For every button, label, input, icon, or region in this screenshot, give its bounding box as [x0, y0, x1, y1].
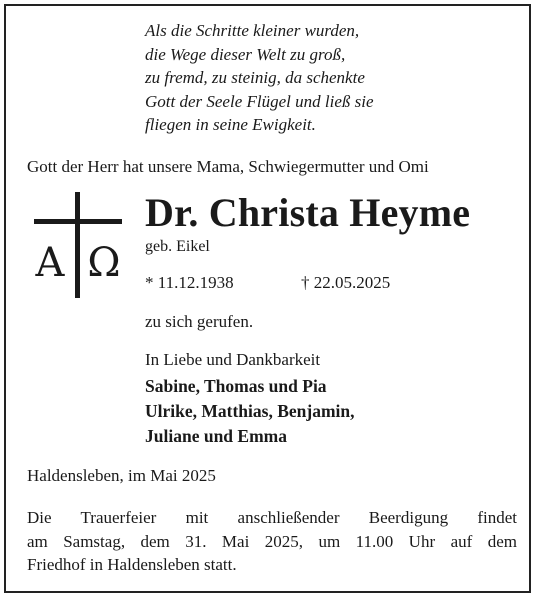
deceased-name: Dr. Christa Heyme: [145, 190, 471, 235]
poem-line: die Wege dieser Welt zu groß,: [145, 44, 346, 64]
mourners-line: Ulrike, Matthias, Benjamin,: [145, 401, 355, 421]
intro-text: Gott der Herr hat unsere Mama, Schwiegermutter und Omi: [27, 157, 429, 176]
alpha-letter: Α: [35, 240, 65, 286]
mourners-line: Juliane und Emma: [145, 426, 287, 446]
called-home-text: zu sich gerufen.: [145, 312, 254, 331]
death-date: † 22.05.2025: [301, 273, 391, 292]
omega-letter: Ω: [87, 240, 121, 286]
funeral-line: Die Trauerfeier mit anschließender Beerdigung findet: [27, 508, 517, 527]
cross-alpha-omega-icon: [28, 192, 128, 298]
birth-date: * 11.12.1938: [145, 273, 234, 292]
funeral-line: am Samstag, dem 31. Mai 2025, um 11.00 Uhr auf dem: [27, 531, 517, 551]
poem-line: Gott der Seele Flügel und ließ sie: [145, 91, 374, 111]
maiden-name: geb. Eikel: [145, 238, 210, 255]
poem: [145, 19, 374, 137]
funeral-notice: [27, 506, 517, 577]
poem-line: zu fremd, zu steinig, da schenkte: [145, 68, 365, 87]
funeral-line: Friedhof in Haldensleben statt.: [27, 555, 237, 574]
mourners-line: Sabine, Thomas und Pia: [145, 376, 327, 396]
poem-line: Als die Schritte kleiner wurden,: [145, 21, 360, 40]
mourners-intro: In Liebe und Dankbarkeit: [145, 350, 321, 369]
place-date: Haldensleben, im Mai 2025: [27, 466, 216, 485]
poem-line: fliegen in seine Ewigkeit.: [145, 115, 316, 134]
